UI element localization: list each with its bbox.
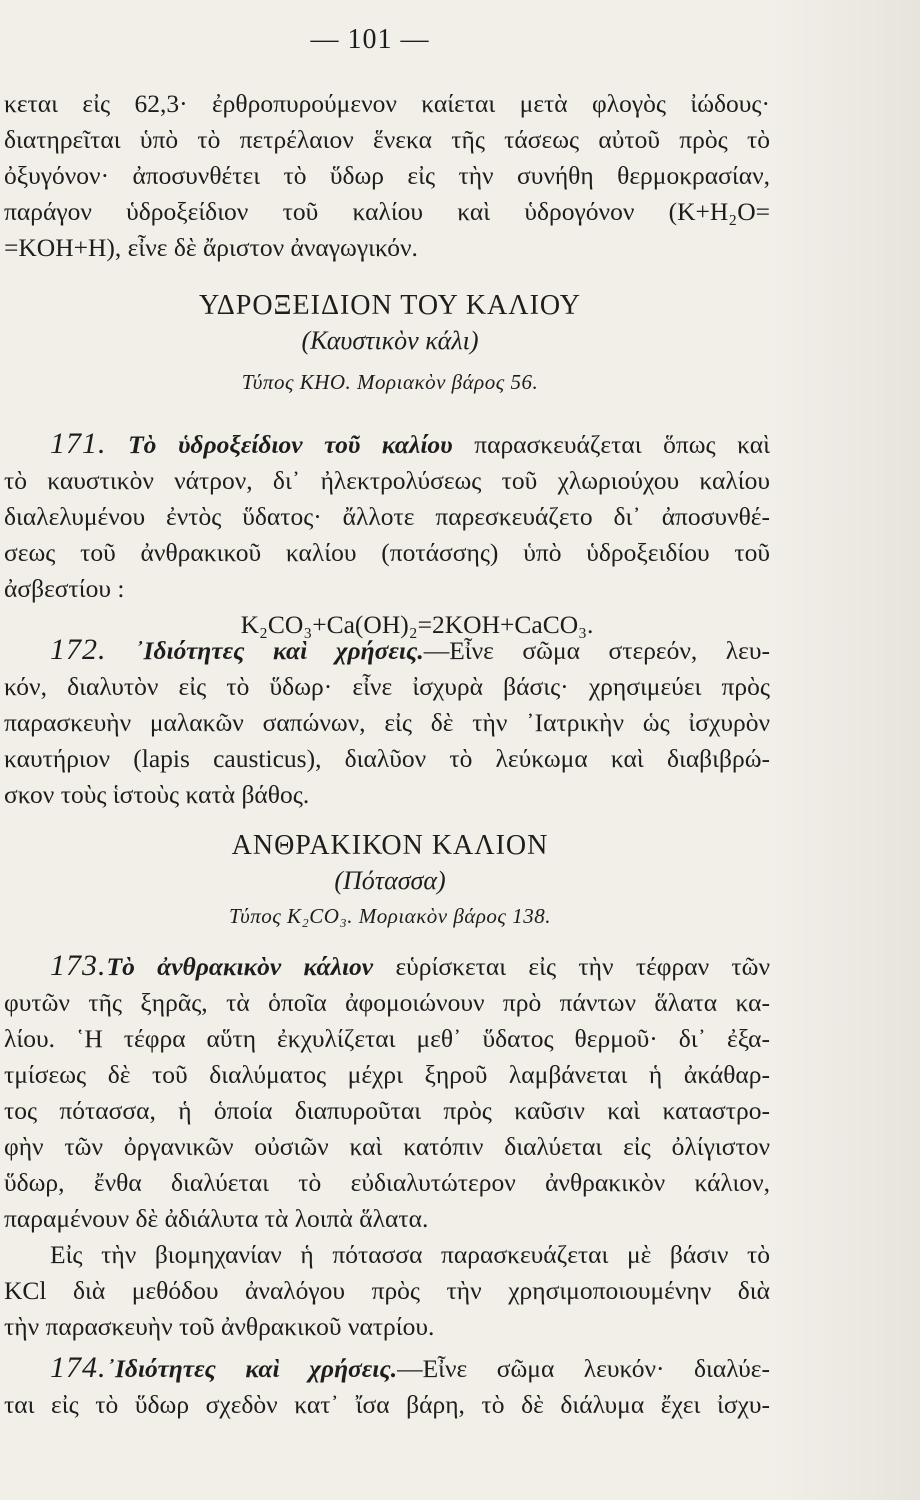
heading-meta: Τύπος K₂CO₃. Μοριακὸν βάρος 138. [229,904,551,928]
heading-title: ΥΔΡΟΞΕΙΔΙΟΝ ΤΟΥ ΚΑΛΙΟΥ [199,290,581,321]
text-line: κόν, διαλυτὸν εἰς τὸ ὕδωρ· εἶνε ἰσχυρὰ βάσις· χρησιμεύει πρὸς [4,672,770,701]
section-title: ᾽Ιδιότητες καὶ χρήσεις. [106,1354,398,1383]
text-line: καυτήριον (lapis causticus), διαλῦον τὸ λεύκωμα καὶ διαβιβρώ- [4,744,770,773]
section-heading-carbonate [0,830,780,862]
text-fragment: —Εἶνε σῶμα στερεόν, λευ- [423,636,770,665]
text-line: κεται εἰς 62,3· ἐρθροπυρούμενον καίεται μετὰ φλογὸς ἰώδους· [4,89,770,118]
text-line: σεως τοῦ ἀνθρακικοῦ καλίου (ποτάσσης) ὑπὸ ὑδροξειδίου τοῦ [4,538,770,567]
text-line: παράγον ὑδροξείδιον τοῦ καλίου καὶ ὑδρογόνον (K+H₂O= [4,197,770,226]
paragraph-174 [4,1350,770,1423]
section-heading-hydroxide [0,290,780,322]
text-line: φὴν τῶν ὀργανικῶν οὐσιῶν καὶ κατόπιν διαλύεται εἰς ὀλίγιστον [4,1132,770,1161]
intro-paragraph [4,86,770,266]
section-number: 172. [50,633,107,666]
text-line: ὕδωρ, ἔνθα διαλύεται τὸ εὐδιαλυτώτερον ἀνθρακικὸν κάλιον, [4,1168,770,1197]
section-title: Τὸ ἀνθρακικὸν κάλιον [106,952,374,981]
section-subheading-hydroxide [0,326,780,356]
section-title: ᾽Ιδιότητες καὶ χρήσεις. [135,636,424,665]
paragraph-172 [4,632,770,813]
text-line: =KOH+H), εἶνε δὲ ἄριστον ἀναγωγικόν. [4,233,418,262]
text-line [4,948,770,985]
text-line: ἀσβεστίου : [4,574,125,603]
text-line: παρασκευὴν μαλακῶν σαπώνων, εἰς δὲ τὴν ᾽Ιατρικὴν ὡς ἰσχυρὸν [4,708,770,737]
heading-subtitle: (Καυστικὸν κάλι) [301,326,479,355]
section-number: 174. [50,1351,107,1384]
paragraph-171 [4,426,770,643]
heading-subtitle: (Πότασσα) [334,866,446,895]
paragraph-173 [4,948,770,1345]
text-line [4,426,770,463]
heading-title: ΑΝΘΡΑΚΙΚΟΝ ΚΑΛΙΟΝ [231,830,549,861]
text-line: τμίσεως δὲ τοῦ διαλύματος μέχρι ξηροῦ λαμβάνεται ἡ ἀκάθαρ- [4,1060,770,1089]
section-meta-carbonate [0,904,780,929]
text-line: Εἰς τὴν βιομηχανίαν ἡ πότασσα παρασκευάζεται μὲ βάσιν τὸ [50,1240,770,1269]
text-line: φυτῶν τῆς ξηρᾶς, τὰ ὁποῖα ἀφομοιώνουν πρὸ πάντων ἅλατα κα- [4,988,770,1017]
text-line [4,632,770,669]
heading-meta: Τύπος KHO. Μοριακὸν βάρος 56. [241,370,539,394]
text-line: λίου. ῾Η τέφρα αὕτη ἐκχυλίζεται μεθ᾽ ὕδατος θερμοῦ· δι᾽ ἐξα- [4,1024,770,1053]
page-edge-shadow [770,0,920,1500]
section-subheading-carbonate [0,866,780,896]
text-line: KCl διὰ μεθόδου ἀναλόγου πρὸς τὴν χρησιμοποιουμένην διὰ [4,1276,770,1305]
text-line: ται εἰς τὸ ὕδωρ σχεδὸν κατ᾽ ἴσα βάρη, τὸ δὲ διάλυμα ἔχει ἰσχυ- [4,1390,770,1419]
section-title: Τὸ ὑδροξείδιον τοῦ καλίου [128,430,453,459]
text-line [4,1350,770,1387]
text-line: παραμένουν δὲ ἀδιάλυτα τὰ λοιπὰ ἅλατα. [4,1204,429,1233]
text-fragment: εὑρίσκεται εἰς τὴν τέφραν τῶν [395,952,770,981]
section-number: 173. [50,949,107,982]
text-fragment: παρασκευάζεται ὅπως καὶ [474,430,771,459]
text-line: τος πότασσα, ἡ ὁποία διαπυροῦται πρὸς καῦσιν καὶ καταστρο- [4,1096,770,1125]
text-line: τὸ καυστικὸν νάτρον, δι᾽ ἠλεκτρολύσεως τοῦ χλωριούχου καλίου [4,466,770,495]
section-meta-hydroxide [0,370,780,395]
chemical-formula: K₂CO₃+Ca(OH)₂=2KOH+CaCO₃. [240,610,594,639]
text-line: διαλελυμένου ἐντὸς ὕδατος· ἄλλοτε παρεσκευάζετο δι᾽ ἀποσυνθέ- [4,502,770,531]
text-line: τὴν παρασκευὴν τοῦ ἀνθρακικοῦ νατρίου. [4,1312,435,1341]
section-number: 171. [50,427,107,460]
text-line: διατηρεῖται ὑπὸ τὸ πετρέλαιον ἕνεκα τῆς τάσεως αὐτοῦ πρὸς τὸ [4,125,770,154]
text-line: σκον τοὺς ἱστοὺς κατὰ βάθος. [4,780,310,809]
page-number: — 101 — [310,24,430,55]
text-line: ὀξυγόνον· ἀποσυνθέτει τὸ ὕδωρ εἰς τὴν συνήθη θερμοκρασίαν, [4,161,770,190]
text-fragment: —Εἶνε σῶμα λευκόν· διαλύε- [397,1354,770,1383]
